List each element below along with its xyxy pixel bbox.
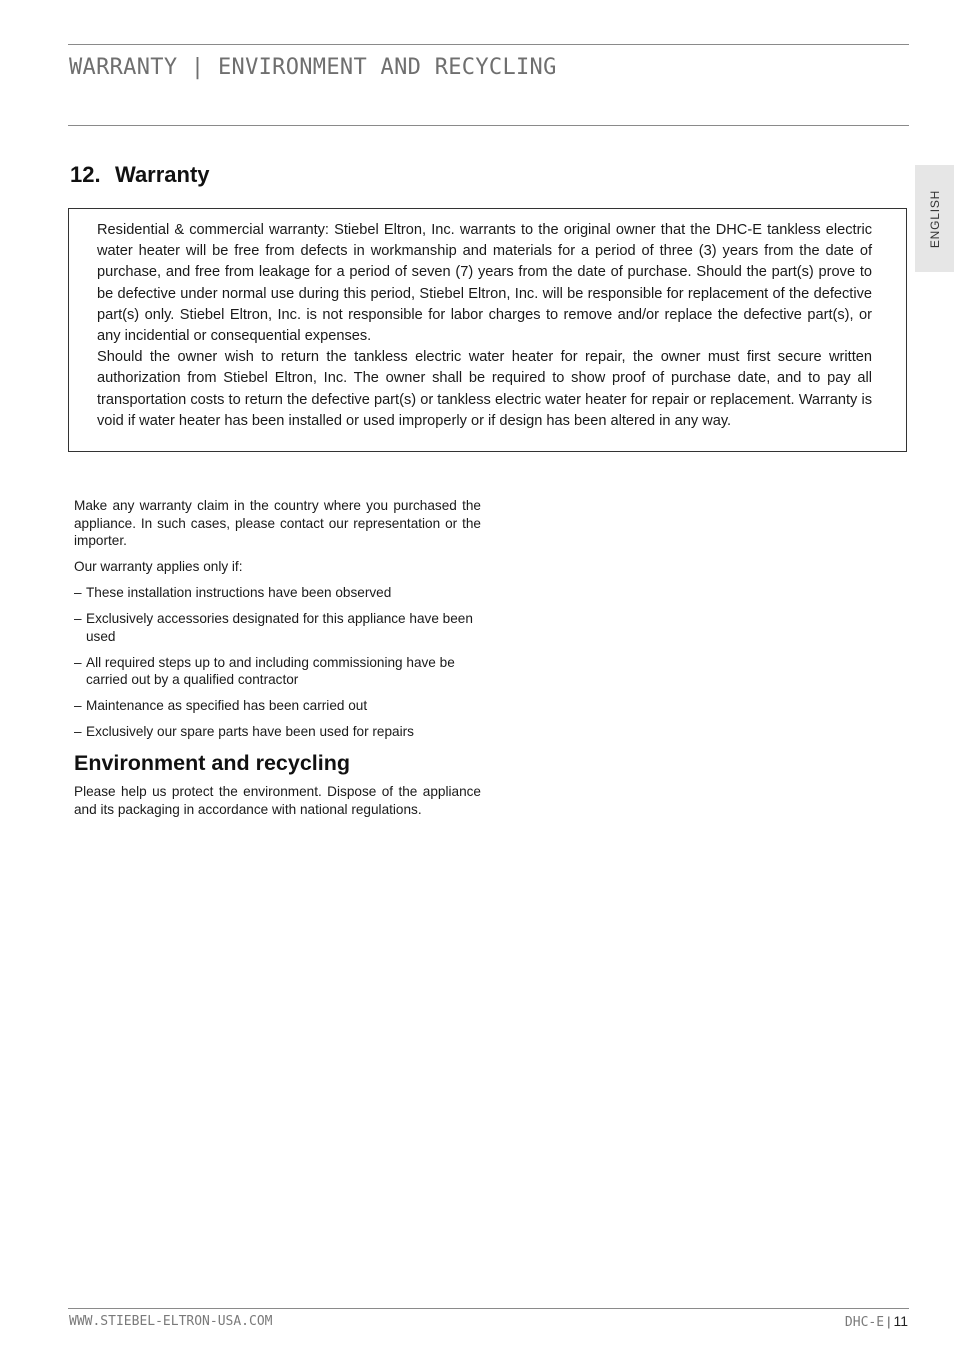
warranty-terms-paragraph: Residential & commercial warranty: Stiebel Eltron, Inc. warrants to the original owner that the DHC-E tankless electric water heater will be free from defects in workmanship and materials for a period of three (3) years from the date of purchase, and free from leakage for a period of seven (7) years from the date of purchase. Should the part(s) prove to be defective under normal use during this period, Stiebel Eltron, Inc. will be responsible for replacement of the defective part(s) only. Stiebel Eltron, Inc. is not responsible for labor charges to remove and/or replace the defective part(s), or any incidential or consequential expenses.	[97, 222, 872, 345]
language-tab-label: ENGLISH	[927, 189, 942, 248]
left-column	[74, 497, 481, 827]
warranty-claim-text: Make any warranty claim in the country where you purchased the appliance. In such cases, please contact our representation or the importer.	[74, 498, 481, 548]
dash-bullet: –	[74, 698, 82, 713]
list-item: – Exclusively our spare parts have been used for repairs	[74, 724, 414, 739]
list-item: – These installation instructions have been observed	[74, 585, 392, 600]
footer-rule	[68, 1308, 909, 1309]
footer-separator: |	[887, 1314, 891, 1329]
list-item: – Maintenance as specified has been carried out	[74, 698, 368, 713]
dash-bullet: –	[74, 724, 82, 739]
section-number: 12.	[70, 162, 101, 187]
page-number: 11	[893, 1313, 908, 1329]
warranty-heading	[70, 162, 210, 188]
warranty-terms-box	[68, 208, 907, 452]
language-tab	[915, 165, 954, 272]
header-bottom-rule	[68, 125, 909, 126]
warranty-return-paragraph: Should the owner wish to return the tankless electric water heater for repair, the owner must first secure written authorization from Stiebel Eltron, Inc. The owner shall be required to show proof of purchase date, and to pay all transportation costs to return the defective part(s) or tankless electric water heater for repair or replacement. Warranty is void if water heater has been installed or used improperly or if design has been altered in any way.	[97, 349, 872, 429]
footer-model: DHC-E	[844, 1315, 885, 1330]
environment-heading: Environment and recycling	[74, 751, 350, 775]
header-top-rule	[68, 44, 909, 45]
dash-bullet: –	[74, 654, 82, 670]
list-item: – Exclusively accessories designated for this appliance have been used	[74, 611, 473, 644]
page-header-title: WARRANTY | ENVIRONMENT AND RECYCLING	[69, 55, 557, 80]
footer-website: WWW.STIEBEL-ELTRON-USA.COM	[69, 1314, 273, 1329]
environment-text: Please help us protect the environment. Dispose of the appliance and its packaging in accordance with national regulations.	[74, 784, 481, 817]
section-title: Warranty	[115, 162, 210, 187]
footer-page-info	[845, 1313, 908, 1330]
conditions-intro: Our warranty applies only if:	[74, 559, 243, 574]
dash-bullet: –	[74, 611, 82, 626]
warranty-conditions-list	[74, 584, 481, 741]
dash-bullet: –	[74, 585, 82, 600]
list-item: – All required steps up to and including commissioning have be carried out by a qualified contractor	[74, 654, 455, 687]
